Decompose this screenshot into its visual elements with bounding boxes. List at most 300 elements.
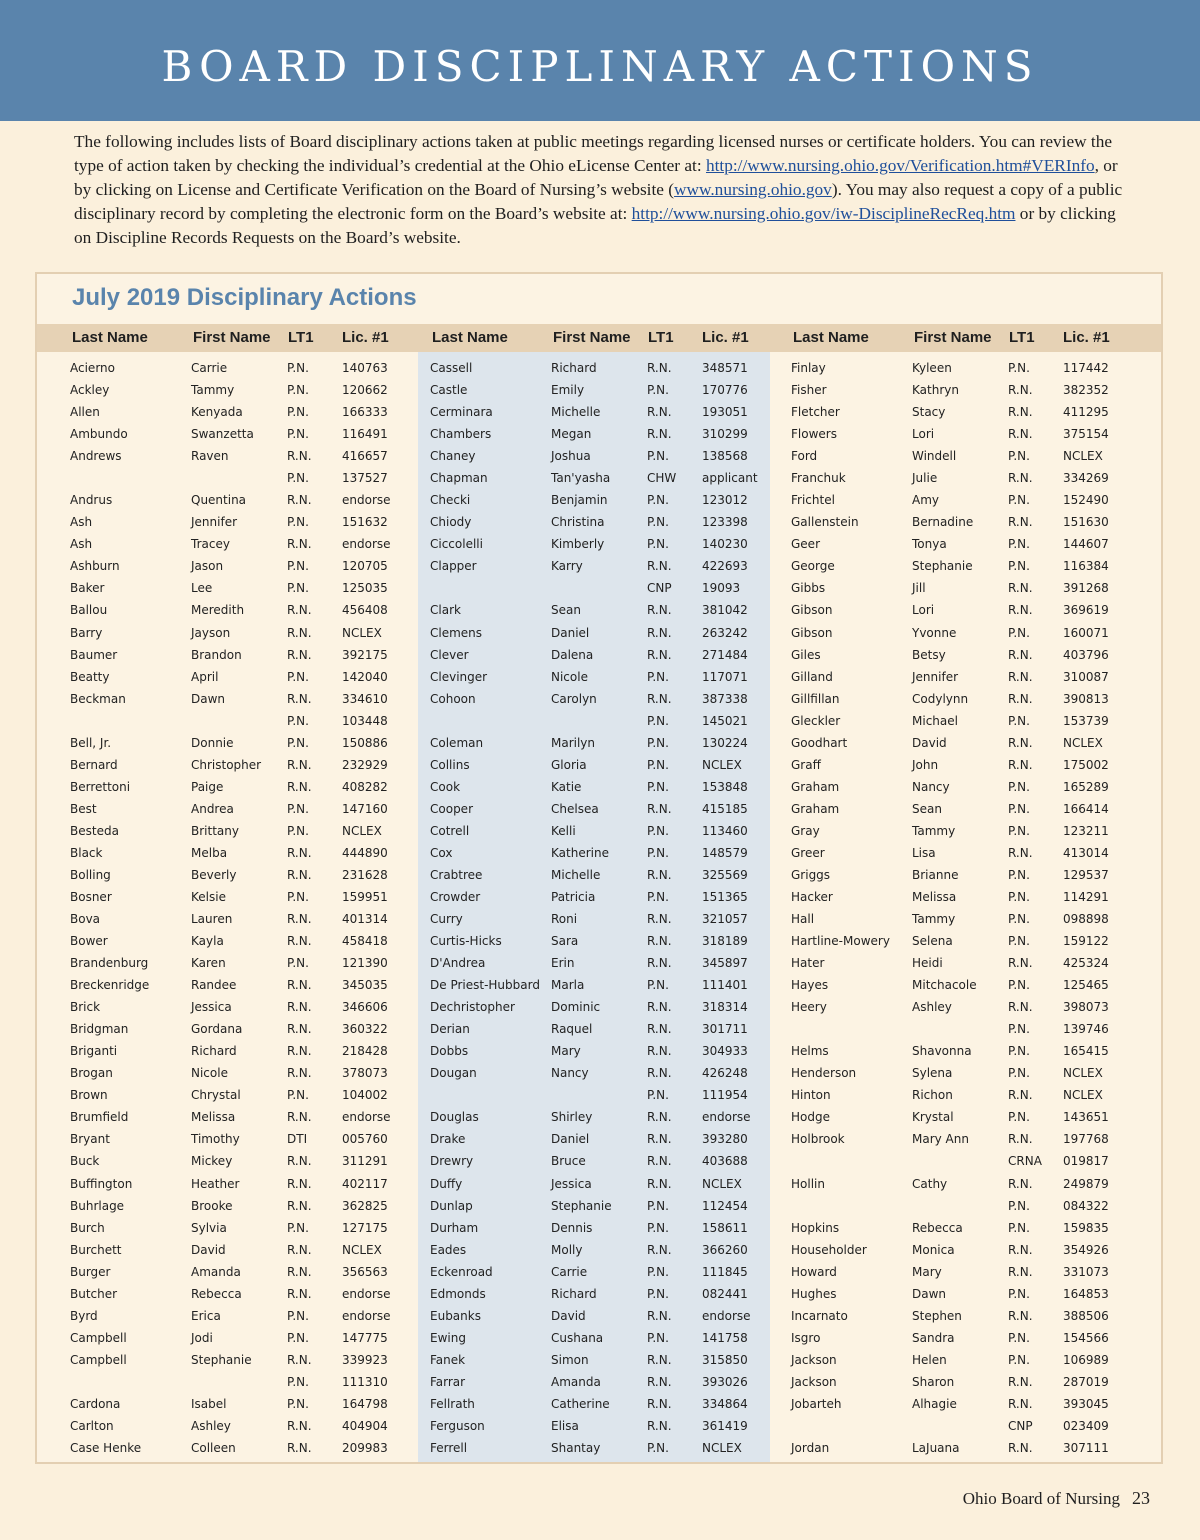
license-type-cell: P.N. [1008,713,1030,728]
first-name-cell: Daniel [551,625,590,640]
license-type-cell: P.N. [1008,1110,1030,1125]
license-type-cell: R.N. [1008,1396,1033,1411]
license-number-cell: 158611 [702,1220,748,1235]
last-name-cell: Ciccolelli [430,537,483,552]
first-name-cell: Rebecca [912,1220,963,1235]
license-number-cell: 130224 [702,735,748,750]
first-name-cell: Sylvia [191,1220,227,1235]
first-name-cell: Mary [912,1264,942,1279]
publication-name: Ohio Board of Nursing [962,1489,1120,1508]
license-type-cell: P.N. [287,581,309,596]
license-number-cell: 287019 [1063,1374,1109,1389]
license-number-cell: 154566 [1063,1330,1109,1345]
last-name-cell: Greer [791,845,825,860]
first-name-cell: Ashley [191,1418,231,1433]
license-number-cell: 416657 [342,449,388,464]
last-name-cell: Black [70,845,103,860]
last-name-cell: Derian [430,1022,470,1037]
license-number-cell: 393280 [702,1132,748,1147]
license-number-cell: 339923 [342,1352,388,1367]
first-name-cell: Jodi [191,1330,213,1345]
license-number-cell: 164798 [342,1396,388,1411]
license-type-cell: R.N. [287,1286,312,1301]
license-number-cell: 271484 [702,647,748,662]
last-name-cell: Bernard [70,757,118,772]
license-type-cell: R.N. [1008,1441,1033,1455]
license-number-cell: 120662 [342,383,388,397]
license-number-cell: 142040 [342,669,388,684]
license-type-cell: P.N. [647,493,669,508]
first-name-cell: Cushana [551,1330,604,1345]
license-type-cell: P.N. [287,1308,309,1323]
first-name-cell: Richard [551,1286,597,1301]
first-name-cell: Carolyn [551,691,597,706]
license-type-cell: P.N. [647,1286,669,1301]
license-number-cell: endorse [702,1308,751,1323]
last-name-cell: Graham [791,801,840,816]
license-number-cell: NCLEX [1063,1066,1103,1081]
last-name-cell: Hodge [791,1110,830,1125]
first-name-cell: Nicole [191,1066,228,1081]
license-number-cell: 321057 [702,912,748,926]
license-number-cell: 345897 [702,956,748,971]
last-name-cell: Bridgman [70,1022,129,1037]
header-license-type: LT1 [648,329,674,346]
license-number-cell: 426248 [702,1066,748,1081]
first-name-cell: Julie [912,471,938,486]
last-name-cell: Bosner [70,890,112,904]
license-type-cell: R.N. [1008,1088,1033,1103]
license-type-cell: P.N. [287,713,309,728]
first-name-cell: Katherine [551,845,609,860]
license-type-cell: P.N. [1008,1022,1030,1037]
license-number-cell: 147160 [342,801,388,816]
license-number-cell: 393026 [702,1374,748,1389]
first-name-cell: Bernadine [912,515,974,530]
last-name-cell: Ballou [70,603,108,618]
first-name-cell: Meredith [191,603,245,618]
license-number-cell: 197768 [1063,1132,1109,1147]
first-name-cell: Elisa [551,1418,579,1433]
license-type-cell: P.N. [647,1264,669,1279]
license-number-cell: 425324 [1063,956,1109,971]
last-name-cell: Ferguson [430,1418,485,1433]
license-number-cell: 160071 [1063,625,1109,640]
license-number-cell: 123211 [1063,823,1109,838]
first-name-cell: Stephanie [551,1198,612,1213]
license-number-cell: 138568 [702,449,748,464]
header-license-number: Lic. #1 [1063,329,1110,346]
license-type-cell: R.N. [287,1418,312,1433]
license-type-cell: P.N. [1008,1286,1030,1301]
first-name-cell: Timothy [191,1132,240,1147]
last-name-cell: Incarnato [791,1308,848,1323]
last-name-cell: Coleman [430,735,484,750]
license-number-cell: 346606 [342,1000,388,1015]
last-name-cell: Jordan [791,1441,830,1455]
first-name-cell: Sean [551,603,581,618]
license-number-cell: 159951 [342,890,388,904]
first-name-cell: Mary [551,1044,581,1059]
header-last-name: Last Name [432,329,508,346]
license-type-cell: R.N. [1008,405,1033,420]
first-name-cell: Sylena [912,1066,953,1081]
license-number-cell: 123012 [702,493,748,508]
first-name-cell: Tracey [191,537,230,552]
license-type-cell: P.N. [287,1220,309,1235]
license-type-cell: P.N. [1008,1330,1030,1345]
first-name-cell: Roni [551,912,578,926]
first-name-cell: Carrie [551,1264,588,1279]
license-number-cell: 307111 [1063,1441,1109,1455]
first-name-cell: David [912,735,947,750]
intro-text-4: or by clicking on Discipline Records Requests on the Board’s website. [74,204,1116,247]
last-name-cell: Cardona [70,1396,121,1411]
first-name-cell: Amanda [191,1264,241,1279]
license-type-cell: R.N. [1008,471,1033,486]
first-name-cell: Monica [912,1242,955,1257]
last-name-cell: Clever [430,647,469,662]
license-number-cell: 403688 [702,1154,748,1169]
license-number-cell: 311291 [342,1154,388,1169]
last-name-cell: Cooper [430,801,473,816]
last-name-cell: Hughes [791,1286,837,1301]
first-name-cell: April [191,669,219,684]
license-type-cell: P.N. [1008,1198,1030,1213]
license-type-cell: R.N. [647,1352,672,1367]
license-type-cell: P.N. [287,559,309,574]
first-name-cell: Shirley [551,1110,593,1125]
license-number-cell: 127175 [342,1220,388,1235]
last-name-cell: Chaney [430,449,476,464]
license-type-cell: P.N. [287,1088,309,1103]
last-name-cell: Gallenstein [791,515,859,530]
last-name-cell: Hacker [791,890,833,904]
license-type-cell: P.N. [287,1330,309,1345]
license-number-cell: 354926 [1063,1242,1109,1257]
last-name-cell: Douglas [430,1110,479,1125]
license-type-cell: R.N. [647,427,672,442]
first-name-cell: Catherine [551,1396,610,1411]
license-number-cell: applicant [702,471,758,486]
license-number-cell: NCLEX [1063,449,1103,464]
license-type-cell: P.N. [287,669,309,684]
last-name-cell: Castle [430,383,468,397]
license-number-cell: 111310 [342,1374,388,1389]
license-number-cell: NCLEX [1063,1088,1103,1103]
last-name-cell: Gibson [791,603,833,618]
license-number-cell: 114291 [1063,890,1109,904]
license-type-cell: P.N. [647,1441,669,1455]
license-number-cell: 403796 [1063,647,1109,662]
last-name-cell: Gibson [791,625,833,640]
last-name-cell: Bolling [70,867,111,882]
license-type-cell: P.N. [647,1330,669,1345]
last-name-cell: Baker [70,581,105,596]
last-name-cell: Breckenridge [70,978,150,993]
first-name-cell: LaJuana [912,1441,960,1455]
last-name-cell: Gray [791,823,820,838]
license-type-cell: R.N. [287,978,312,993]
first-name-cell: Lori [912,427,935,442]
license-number-cell: 120705 [342,559,388,574]
license-number-cell: 111954 [702,1088,748,1103]
last-name-cell: Ford [791,449,818,464]
last-name-cell: Fisher [791,383,827,397]
license-number-cell: 325569 [702,867,748,882]
last-name-cell: Goodhart [791,735,848,750]
license-number-cell: 378073 [342,1066,388,1081]
elicense-link[interactable]: http://www.nursing.ohio.gov/Verification.htm#VERInfo [705,156,1095,175]
license-number-cell: 388506 [1063,1308,1109,1323]
first-name-cell: Katie [551,779,582,794]
license-number-cell: 116491 [342,427,388,442]
license-number-cell: 145021 [702,713,748,728]
header-license-type: LT1 [288,329,314,346]
license-type-cell: P.N. [1008,934,1030,948]
license-number-cell: 301711 [702,1022,748,1037]
license-type-cell: R.N. [647,1242,672,1257]
license-type-cell: CRNA [1008,1154,1042,1169]
last-name-cell: Burger [70,1264,111,1279]
first-name-cell: Ashley [912,1000,952,1015]
license-number-cell: 413014 [1063,845,1109,860]
first-name-cell: Marla [551,978,585,993]
first-name-cell: Helen [912,1352,947,1367]
last-name-cell: Ackley [70,383,110,397]
last-name-cell: Brogan [70,1066,113,1081]
license-type-cell: R.N. [1008,735,1033,750]
last-name-cell: Burch [70,1220,105,1235]
license-number-cell: 392175 [342,647,388,662]
last-name-cell: Case Henke [70,1441,142,1455]
license-type-cell: R.N. [287,1110,312,1125]
first-name-cell: Jayson [191,625,231,640]
license-type-cell: P.N. [647,757,669,772]
license-type-cell: R.N. [647,912,672,926]
license-type-cell: P.N. [287,383,309,397]
first-name-cell: Kelli [551,823,576,838]
license-type-cell: R.N. [1008,691,1033,706]
last-name-cell: Giles [791,647,821,662]
last-name-cell: Cerminara [430,405,493,420]
license-type-cell: P.N. [287,515,309,530]
license-type-cell: R.N. [1008,383,1033,397]
last-name-cell: Ash [70,537,93,552]
license-type-cell: P.N. [287,427,309,442]
license-number-cell: NCLEX [1063,735,1103,750]
license-number-cell: 113460 [702,823,748,838]
first-name-cell: Michelle [551,405,601,420]
first-name-cell: David [551,1308,586,1323]
license-number-cell: 315850 [702,1352,748,1367]
first-name-cell: Jason [191,559,224,574]
first-name-cell: Nancy [551,1066,589,1081]
license-type-cell: R.N. [287,912,312,926]
first-name-cell: Nicole [551,669,588,684]
header-last-name: Last Name [793,329,869,346]
last-name-cell: Crowder [430,890,481,904]
first-name-cell: Dawn [191,691,226,706]
last-name-cell: Brumfield [70,1110,129,1125]
last-name-cell: Farrar [430,1374,466,1389]
license-number-cell: 375154 [1063,427,1109,442]
first-name-cell: Christina [551,515,605,530]
license-type-cell: P.N. [1008,890,1030,904]
first-name-cell: Donnie [191,735,234,750]
license-type-cell: P.N. [287,1374,309,1389]
license-number-cell: 151630 [1063,515,1109,530]
first-name-cell: Paige [191,779,224,794]
license-type-cell: P.N. [647,713,669,728]
license-type-cell: P.N. [647,1088,669,1103]
first-name-cell: Kenyada [191,405,243,420]
license-number-cell: 152490 [1063,493,1109,508]
license-number-cell: 023409 [1063,1418,1109,1433]
last-name-cell: Cotrell [430,823,470,838]
last-name-cell: Besteda [70,823,119,838]
intro-text-2: , or by clicking on License and Certificate Verification on the Board of Nursing’s website ( [74,156,1118,199]
license-type-cell: R.N. [647,603,672,618]
first-name-cell: Kathryn [912,383,959,397]
license-number-cell: 170776 [702,383,748,397]
first-name-cell: Melba [191,845,228,860]
license-type-cell: R.N. [287,647,312,662]
first-name-cell: Beverly [191,867,237,882]
license-type-cell: R.N. [647,1066,672,1081]
first-name-cell: Chrystal [191,1088,241,1103]
last-name-cell: Clapper [430,559,477,574]
first-name-cell: Richard [191,1044,237,1059]
license-number-cell: 19093 [702,581,741,596]
license-type-cell: R.N. [647,625,672,640]
license-type-cell: R.N. [287,449,312,464]
last-name-cell: Eades [430,1242,467,1257]
license-number-cell: 164853 [1063,1286,1109,1301]
license-type-cell: R.N. [287,845,312,860]
license-number-cell: 334864 [702,1396,748,1411]
last-name-cell: Clevinger [430,669,488,684]
last-name-cell: Hinton [791,1088,831,1103]
first-name-cell: Jennifer [191,515,238,530]
first-name-cell: Jennifer [912,669,959,684]
license-number-cell: 166333 [342,405,388,420]
license-number-cell: endorse [342,1308,391,1323]
first-name-cell: Rebecca [191,1286,242,1301]
license-number-cell: 398073 [1063,1000,1109,1015]
license-type-cell: R.N. [647,1110,672,1125]
license-type-cell: R.N. [1008,1000,1033,1015]
first-name-cell: Kimberly [551,537,605,552]
table-header [37,324,1161,352]
license-type-cell: P.N. [1008,493,1030,508]
license-number-cell: 444890 [342,845,388,860]
first-name-cell: Daniel [551,1132,590,1147]
header-first-name: First Name [193,329,271,346]
license-number-cell: 310087 [1063,669,1109,684]
last-name-cell: Holbrook [791,1132,845,1147]
first-name-cell: Raquel [551,1022,593,1037]
license-number-cell: 387338 [702,691,748,706]
license-type-cell: P.N. [287,956,309,971]
board-website-link[interactable]: www.nursing.ohio.gov [674,180,832,199]
last-name-cell: Isgro [791,1330,821,1345]
license-type-cell: R.N. [287,625,312,640]
license-number-cell: 151365 [702,890,748,904]
license-type-cell: R.N. [287,1000,312,1015]
last-name-cell: Hartline-Mowery [791,934,890,948]
header-license-number: Lic. #1 [342,329,389,346]
license-type-cell: P.N. [287,1396,309,1411]
first-name-cell: Stephen [912,1308,962,1323]
license-type-cell: P.N. [1008,449,1030,464]
license-number-cell: 369619 [1063,603,1109,618]
first-name-cell: Brandon [191,647,242,662]
last-name-cell: Eckenroad [430,1264,493,1279]
license-number-cell: 104002 [342,1088,388,1103]
discipline-records-link[interactable]: http://www.nursing.ohio.gov/iw-DisciplineRecReq.htm [631,204,1016,223]
license-type-cell: P.N. [647,823,669,838]
license-number-cell: 098898 [1063,912,1109,926]
license-number-cell: endorse [342,1110,391,1125]
last-name-cell: Andrews [70,449,122,464]
license-type-cell: P.N. [647,735,669,750]
license-number-cell: 111845 [702,1264,748,1279]
last-name-cell: Helms [791,1044,829,1059]
license-type-cell: R.N. [287,779,312,794]
first-name-cell: Stacy [912,405,946,420]
last-name-cell: Chapman [430,471,488,486]
last-name-cell: Householder [791,1242,867,1257]
first-name-cell: Yvonne [912,625,957,640]
intro-text-3: ). You may also request a copy of a public disciplinary record by completing the electronic form on the Board’s website at: [74,180,1123,223]
last-name-cell: Hayes [791,978,829,993]
license-type-cell: P.N. [647,890,669,904]
last-name-cell: Drake [430,1132,466,1147]
last-name-cell: George [791,559,835,574]
license-number-cell: 360322 [342,1022,388,1037]
license-number-cell: 218428 [342,1044,388,1059]
last-name-cell: Hollin [791,1176,825,1191]
license-type-cell: R.N. [287,934,312,948]
first-name-cell: Brooke [191,1198,233,1213]
license-number-cell: 193051 [702,405,748,420]
first-name-cell: John [912,757,939,772]
last-name-cell: Henderson [791,1066,857,1081]
last-name-cell: Drewry [430,1154,474,1169]
license-number-cell: 139746 [1063,1022,1109,1037]
last-name-cell: Buffington [70,1176,133,1191]
last-name-cell: Checki [430,493,471,508]
license-type-cell: R.N. [647,361,672,375]
license-number-cell: 310299 [702,427,748,442]
license-type-cell: R.N. [647,1132,672,1147]
license-type-cell: P.N. [287,735,309,750]
license-number-cell: 175002 [1063,757,1109,772]
last-name-cell: Jackson [791,1352,837,1367]
first-name-cell: Stephanie [912,559,973,574]
license-number-cell: 140763 [342,361,388,375]
intro-paragraph [74,130,1124,250]
last-name-cell: Graham [791,779,840,794]
license-type-cell: R.N. [647,559,672,574]
license-type-cell: P.N. [647,383,669,397]
header-last-name: Last Name [72,329,148,346]
license-number-cell: 391268 [1063,581,1109,596]
first-name-cell: Isabel [191,1396,227,1411]
license-type-cell: P.N. [1008,867,1030,882]
last-name-cell: Chiody [430,515,472,530]
